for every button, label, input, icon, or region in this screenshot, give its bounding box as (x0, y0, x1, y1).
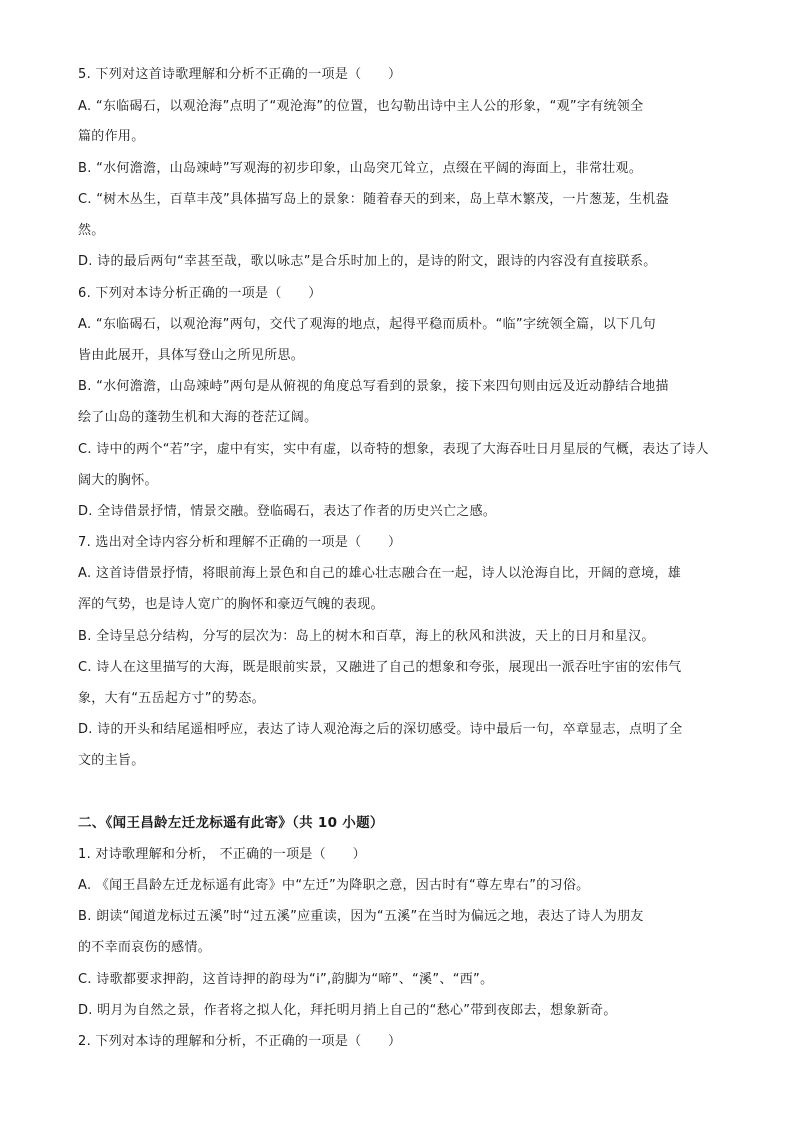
s2-question-1-stem: 1. 对诗歌理解和分析， 不正确的一项是（ ） (78, 847, 366, 862)
q5-option-b: B. “水何澹澹，山岛竦峙”写观海的初步印象，山岛突兀耸立，点缀在平阔的海面上，非常壮观。 (78, 161, 643, 176)
section-2-heading: 二、《闻王昌龄左迁龙标遥有此寄》（共 10 小题） (78, 815, 384, 831)
q6-option-c: C. 诗中的两个“若”字，虚中有实，实中有虚，以奇特的想象，表现了大海吞吐日月星辰的气概，表达了诗人 (78, 442, 709, 457)
q6-option-c-cont: 阔大的胸怀。 (78, 473, 158, 488)
s2-q1-option-a: A. 《闻王昌龄左迁龙标遥有此寄》中“左迁”为降职之意，因古时有“尊左卑右”的习俗。 (78, 878, 590, 893)
q7-option-d-cont: 文的主旨。 (78, 753, 145, 768)
q6-option-b-cont: 绘了山岛的蓬勃生机和大海的苍茫辽阔。 (78, 410, 318, 425)
question-6-stem: 6. 下列对本诗分析正确的一项是（ ） (78, 286, 322, 301)
s2-q1-option-d: D. 明月为自然之景，作者将之拟人化，拜托明月捎上自己的“愁心”带到夜郎去，想象新奇。 (78, 1003, 617, 1018)
q7-option-b: B. 全诗呈总分结构，分写的层次为：岛上的树木和百草，海上的秋风和洪波，天上的日月和星汉。 (78, 629, 655, 644)
q7-option-c-cont: 象，大有“五岳起方寸”的势态。 (78, 691, 265, 706)
q5-option-d: D. 诗的最后两句“幸甚至哉，歌以咏志”是合乐时加上的，是诗的附文，跟诗的内容没有直接联系。 (78, 254, 657, 269)
s2-q1-option-b: B. 朗读“闻道龙标过五溪”时“过五溪”应重读，因为“五溪”在当时为偏远之地，表达了诗人为朋友 (78, 909, 644, 924)
q7-option-c: C. 诗人在这里描写的大海，既是眼前实景，又融进了自己的想象和夸张，展现出一派吞吐宇宙的宏伟气 (78, 660, 682, 675)
q5-option-c: C. “树木丛生，百草丰茂”具体描写岛上的景象：随着春天的到来，岛上草木繁茂，一片葱茏，生机盎 (78, 192, 669, 207)
q5-option-c-cont: 然。 (78, 223, 105, 238)
s2-question-2-stem: 2. 下列对本诗的理解和分析，不正确的一项是（ ） (78, 1034, 402, 1049)
q5-option-a-cont: 篇的作用。 (78, 129, 145, 144)
q6-option-a: A. “东临碣石，以观沧海”两句，交代了观海的地点，起得平稳而质朴。“临”字统领全篇，以下几句 (78, 317, 656, 332)
q7-option-a: A. 这首诗借景抒情，将眼前海上景色和自己的雄心壮志融合在一起，诗人以沧海自比，开阔的意境，雄 (78, 566, 682, 581)
s2-q1-option-b-cont: 的不幸而哀伤的感情。 (78, 940, 212, 955)
q6-option-d: D. 全诗借景抒情，情景交融。登临碣石，表达了作者的历史兴亡之感。 (78, 504, 497, 519)
q7-option-d: D. 诗的开头和结尾遥相呼应，表达了诗人观沧海之后的深切感受。诗中最后一句，卒章显志，点明了全 (78, 722, 683, 737)
q7-option-a-cont: 浑的气势，也是诗人宽广的胸怀和豪迈气魄的表现。 (78, 597, 384, 612)
s2-q1-option-c: C. 诗歌都要求押韵，这首诗押的韵母为“i”,韵脚为“啼”、“溪”、“西”。 (78, 972, 494, 987)
q5-option-a: A. “东临碣石，以观沧海”点明了“观沧海”的位置，也勾勒出诗中主人公的形象，“观”字有统领全 (78, 99, 644, 114)
q6-option-b: B. “水何澹澹，山岛竦峙”两句是从俯视的角度总写看到的景象，接下来四句则由远及近动静结合地描 (78, 379, 669, 394)
question-7-stem: 7. 选出对全诗内容分析和理解不正确的一项是（ ） (78, 535, 402, 550)
q6-option-a-cont: 皆由此展开，具体写登山之所见所思。 (78, 348, 305, 363)
question-5-stem: 5. 下列对这首诗歌理解和分析不正确的一项是（ ） (78, 67, 402, 82)
